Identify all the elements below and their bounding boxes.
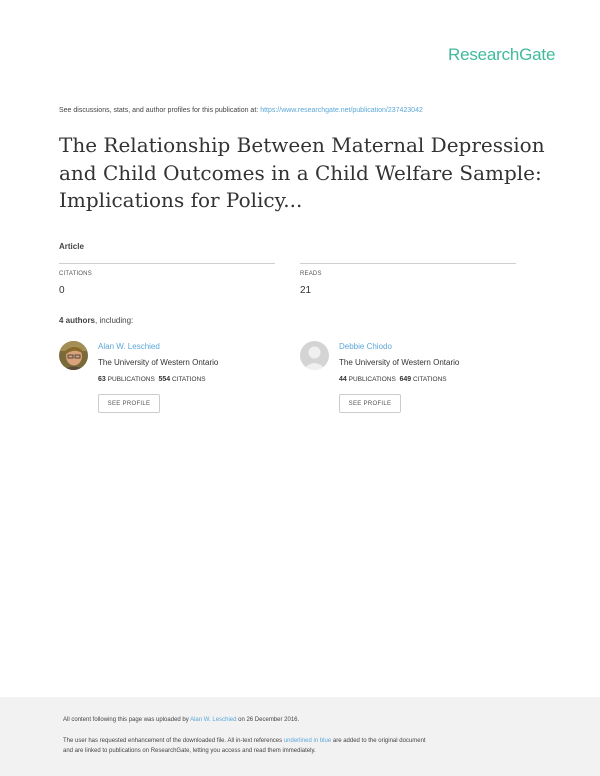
enhancement-line [63, 737, 426, 747]
reads-value: 21 [300, 285, 312, 296]
upload-prefix: All content following this page was uploaded by [63, 717, 189, 723]
authors-heading [59, 316, 133, 325]
citations-label: CITATIONS [59, 271, 92, 277]
enhancement-line: and are linked to publications on ResearchGate, letting you access and read them immediately. [63, 747, 316, 754]
enhancement-suffix: are added to the original document [332, 738, 426, 744]
enhancement-note [63, 737, 426, 756]
publication-title [59, 132, 549, 215]
publications-count: 44 [339, 376, 347, 383]
uploader-link[interactable]: Alan W. Leschied [190, 717, 237, 723]
author-stats [98, 376, 206, 383]
upload-date: on 26 December 2016. [238, 717, 300, 723]
publications-count: 63 [98, 376, 106, 383]
title-line: and Child Outcomes in a Child Welfare Sample: [59, 160, 542, 185]
discussion-prefix: See discussions, stats, and author profiles for this publication at: [59, 107, 259, 114]
author-name-link[interactable]: Debbie Chiodo [339, 342, 392, 351]
discussion-line [59, 107, 423, 114]
author-stats [339, 376, 447, 383]
author-name-link[interactable]: Alan W. Leschied [98, 342, 160, 351]
citations-count-label: CITATIONS [412, 376, 447, 383]
publications-label: PUBLICATIONS [348, 376, 396, 383]
upload-note [63, 717, 299, 723]
title-line: Implications for Policy... [59, 188, 303, 212]
publications-label: PUBLICATIONS [107, 376, 155, 383]
reads-label: READS [300, 271, 322, 277]
citations-count: 554 [158, 376, 171, 383]
author-institution: The University of Western Ontario [339, 358, 460, 367]
underlined-blue-link[interactable]: underlined in blue [283, 738, 332, 744]
see-profile-button[interactable]: SEE PROFILE [339, 394, 401, 413]
publication-type: Article [59, 242, 84, 251]
title-line: The Relationship Between Maternal Depression [59, 133, 545, 157]
citations-count: 649 [399, 376, 412, 383]
divider [59, 263, 275, 264]
authors-count: 4 authors [59, 316, 96, 325]
see-profile-button[interactable]: SEE PROFILE [98, 394, 160, 413]
citations-value: 0 [59, 285, 65, 296]
authors-suffix: , including: [95, 316, 134, 325]
researchgate-logo[interactable]: ResearchGate [448, 45, 556, 64]
author-institution: The University of Western Ontario [98, 358, 219, 367]
divider [300, 263, 516, 264]
enhancement-prefix: The user has requested enhancement of the downloaded file. All in-text references [63, 738, 283, 744]
default-avatar-icon[interactable] [300, 341, 329, 370]
author-photo-icon[interactable] [59, 341, 88, 370]
publication-url-link[interactable]: https://www.researchgate.net/publication/237423042 [260, 107, 423, 114]
citations-count-label: CITATIONS [171, 376, 206, 383]
